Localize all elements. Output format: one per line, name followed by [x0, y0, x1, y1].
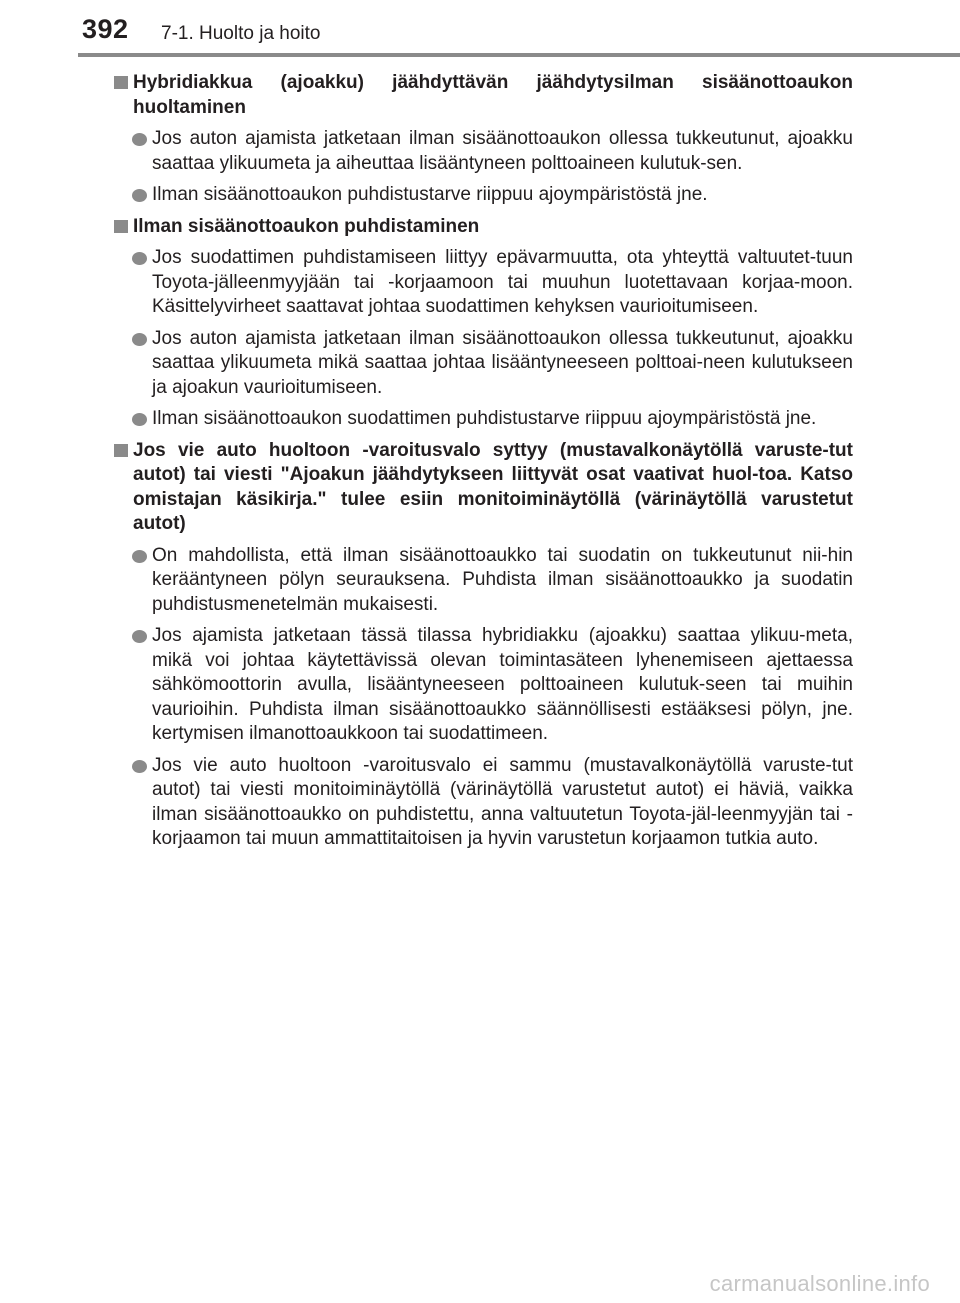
list-item-text: Jos suodattimen puhdistamiseen liittyy epävarmuutta, ota yhteyttä valtuutet-tuun Toyota-jälleenmyyjään tai -korjaamoon tai muuhun luotettavaan korjaa-moon. Käsittelyvirheet saattavat johtaa suodattimen kehyksen vaurioitumiseen.: [152, 247, 853, 317]
page-content: [111, 71, 853, 859]
list-item-text: Jos vie auto huoltoon -varoitusvalo ei sammu (mustavalkonäytöllä varuste-tut autot) tai viesti monitoiminäytöllä (värinäytöllä varustetut autot) ei häviä, vaikka ilman sisäänottoaukko on puhdistettu, anna valtuutetun Toyota-jäl-leenmyyjän tai -korjaamon tai muun ammattitaitoisen ja hyvin varustetun korjaamon tutkia auto.: [152, 754, 853, 849]
list-item-text: Ilman sisäänottoaukon suodattimen puhdistustarve riippuu ajoympäristöstä jne.: [152, 408, 817, 429]
section-heading-text: Ilman sisäänottoaukon puhdistaminen: [133, 215, 480, 237]
section-intake-cleaning: [111, 215, 853, 432]
list-item: [130, 624, 853, 747]
list-item-text: Jos ajamista jatketaan tässä tilassa hybridiakku (ajoakku) saattaa ylikuu-meta, mikä voi johtaa käytettävissä olevan toimintasäteen lyhenemiseen ajettaessa sähkömoottorin avulla, lisääntyneeseen polttoaineen kulutuk-seen tai muihin vaurioihin. Puhdista ilman sisäänottoaukko säännöllisesti estääksesi pölyn, jne. kertymisen ilmanottoaukkoon tai suodattimeen.: [152, 625, 853, 744]
watermark: carmanualsonline.info: [709, 1271, 930, 1296]
circle-bullet-icon: [132, 760, 147, 773]
list-item: [130, 327, 853, 401]
section-heading-text: Jos vie auto huoltoon -varoitusvalo syttyy (mustavalkonäytöllä varuste-tut autot) tai viesti "Ajoakun jäähdytykseen liittyvät osat vaativat huol-toa. Katso omistajan käsikirja." tulee esiin monitoiminäytöllä (värinäytöllä varustetut autot): [133, 439, 853, 534]
list-item: [130, 407, 853, 432]
section-warning-light: [111, 439, 853, 852]
list-item: [130, 183, 853, 208]
list-item-text: Ilman sisäänottoaukon puhdistustarve riippuu ajoympäristöstä jne.: [152, 184, 708, 205]
list-item-text: Jos auton ajamista jatketaan ilman sisäänottoaukon ollessa tukkeutunut, ajoakku saattaa ylikuumeta mikä saattaa johtaa lisääntyneeseen polttoai-neen kulutukseen ja ajoakun vaurioitumiseen.: [152, 327, 853, 398]
list-item-text: Jos auton ajamista jatketaan ilman sisäänottoaukon ollessa tukkeutunut, ajoakku saattaa ylikuumeta ja aiheuttaa lisääntyneen polttoaineen kulutuk-sen.: [152, 128, 853, 174]
circle-bullet-icon: [132, 550, 147, 563]
circle-bullet-icon: [132, 189, 147, 202]
circle-bullet-icon: [132, 333, 147, 346]
page-header: [0, 0, 960, 60]
section-heading-text: Hybridiakkua (ajoakku) jäähdyttävän jäähdytysilman sisäänottoaukon huoltaminen: [133, 72, 853, 118]
square-bullet-icon: [114, 444, 128, 457]
square-bullet-icon: [114, 76, 128, 89]
circle-bullet-icon: [132, 133, 147, 146]
section-heading: [111, 215, 853, 240]
list-item: [130, 246, 853, 320]
page-number: 392: [82, 14, 129, 44]
circle-bullet-icon: [132, 630, 147, 643]
section-heading: [111, 439, 853, 537]
circle-bullet-icon: [132, 413, 147, 426]
section-title: 7-1. Huolto ja hoito: [161, 23, 321, 44]
section-intake-maintenance: [111, 71, 853, 208]
section-heading: [111, 71, 853, 120]
square-bullet-icon: [114, 220, 128, 233]
list-item-text: On mahdollista, että ilman sisäänottoaukko tai suodatin on tukkeutunut nii-hin kerääntyneen pölyn seurauksena. Puhdista ilman sisäänottoaukko ja suodatin puhdistusmenetelmän mukaisesti.: [152, 544, 853, 615]
list-item: [130, 127, 853, 176]
header-rule: [78, 53, 960, 57]
list-item: [130, 544, 853, 618]
list-item: [130, 754, 853, 852]
circle-bullet-icon: [132, 252, 147, 265]
